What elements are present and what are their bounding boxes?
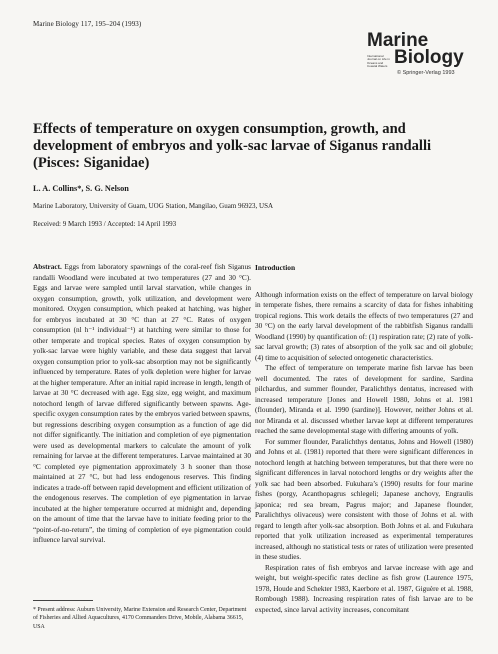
- abstract-column: [33, 262, 251, 546]
- abstract-paragraph: [33, 262, 251, 546]
- journal-logo: [364, 32, 474, 80]
- author-footnote: * Present address: Auburn University, Marine Extension and Research Center, Department of Fisheries and Allied Aquacultures, 4170 Commanders Drive, Mobile, Alabama 36615, USA: [33, 607, 247, 630]
- introduction-column: [255, 263, 473, 615]
- intro-paragraph-3: For summer flounder, Paralichthys dentatus, Johns and Howell (1980) and Johns et al. (1981) reported that there were significant differences in notochord length at hatching between temperatures, but that there were no significant differences in larval notochord lengths or dry weights after the yolk sac had been absorbed. Fukuhara’s (1990) results for four marine fishes (porgy, Acanthopagrus schlegeli; Japanese anchovy, Engraulis japonica; red sea bream, Pagrus major; and Japanese flounder, Paralichthys olivaceus) were consistent with those of Johns et al. with regard to length after yolk-sac absorption. Both Johns et al. and Fukuhara reported that yolk utilization increased as experimental temperatures increased, although no statistical tests or rates of utilization were presented in these studies.: [255, 437, 473, 561]
- logo-small-text: International Journal on Life in Oceans and Coastal Waters: [367, 54, 390, 69]
- article-title: Effects of temperature on oxygen consumption, growth, and development of embryos and yolk-sac larvae of Siganus randalli (Pisces: Siganidae): [33, 121, 432, 171]
- article-affiliation: Marine Laboratory, University of Guam, UOG Station, Mangilao, Guam 96923, USA: [33, 202, 274, 210]
- intro-paragraph-1: Although information exists on the effect of temperature on larval biology in temperate fishes, there remains a scarcity of data for fishes inhabiting tropical regions. This work details the effects of two temperatures (27 and 30 °C) on the early larval development of the rabbitfish Siganus randalli Woodland (1990) by quantification of: (1) respiration rate; (2) rate of yolk-sac larval growth; (3) rates of absorption of the yolk sac and oil globule; (4) time to acquisition of selected ontogenetic characteristics.: [255, 290, 473, 362]
- abstract-text: Eggs from laboratory spawnings of the coral-reef fish Siganus randalli Woodland were incubated at two temperatures (27 and 30 °C). Eggs and larvae were sampled until larval starvation, while changes in oxygen consumption, growth, yolk utilization, and development were monitored. Oxygen consumption, which peaked at hatching, was higher for embryos incubated at 30 °C than at 27 °C. Rates of oxygen consumption (nl h⁻¹ individual⁻¹) at hatching were similar to those for other temperate and tropical species. Rates of oxygen consumption by yolk-sac larvae were highly variable, and these data suggest that larval oxygen consumption prior to yolk-sac absorption may not be significantly influenced by temperature. Rates of yolk depletion were higher for larvae at the higher temperature. After an initial rapid increase in length, length of larvae at 30 °C decreased with age. Egg size, egg weight, and maximum notochord length of larvae differed significantly between spawns. Age-specific oxygen consumption rates by the embryos varied between spawns, but regressions describing oxygen consumption as a function of age did not differ significantly. The initiation and completion of eye pigmentation were used as developmental markers to calculate the amount of yolk remaining for larvae at the different temperatures. Larvae maintained at 30 °C completed eye pigmentation approximately 3 h sooner than those maintained at 27 °C, but had less endogenous reserves. This finding indicates a trade-off between rapid development and efficient utilization of the endogenous reserves. The completion of eye pigmentation in larvae incubated at the higher temperature occurred at midnight and, depending on the amount of time that the larvae have to initiate feeding prior to the “point-of-no-return”, the timing of completion of eye pigmentation could influence larval survival.: [33, 263, 251, 544]
- journal-citation: Marine Biology 117, 195–204 (1993): [33, 20, 142, 28]
- intro-paragraph-2: The effect of temperature on temperate marine fish larvae has been well documented. The rates of development for sardine, Sardina pilchardus, and summer flounder, Paralichthys dentatus, increased with increased temperature [Jones and Howell 1980, Johns et al. 1981 (flounder), Miranda et al. 1990 (sardine)]. However, neither Johns et al. nor Miranda et al. discussed whether larvae kept at different temperatures reached the same developmental stage with differing amounts of yolk.: [255, 364, 473, 435]
- article-dates: Received: 9 March 1993 / Accepted: 14 April 1993: [33, 220, 177, 228]
- logo-word-marine: Marine: [367, 30, 429, 51]
- logo-word-biology: Biology: [394, 47, 464, 68]
- article-authors: L. A. Collins*, S. G. Nelson: [33, 184, 129, 193]
- footnote-divider: [33, 600, 93, 601]
- intro-paragraph-4: Respiration rates of fish embryos and larvae increase with age and weight, but weight-specific rates decline as fish grow (Laurence 1975, 1978, Houde and Schekter 1983, Kaerbore et al. 1987, Giguère et al. 1988, Rombough 1988). Increasing respiration rates of fish larvae are to be expected, since larval activity increases, concomitant: [255, 563, 473, 614]
- publisher-copyright: © Springer-Verlag 1993: [397, 70, 455, 76]
- abstract-heading: Abstract.: [33, 263, 62, 271]
- introduction-heading: Introduction: [255, 263, 296, 272]
